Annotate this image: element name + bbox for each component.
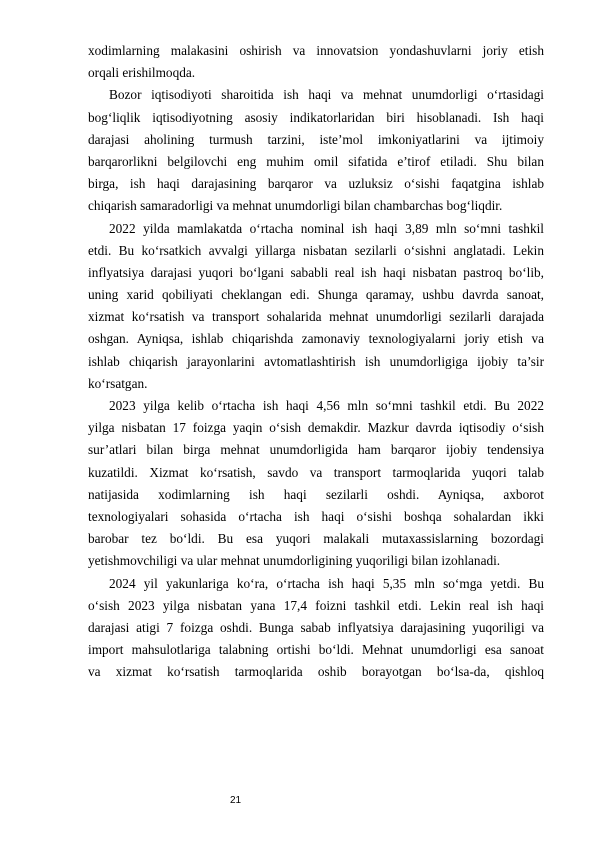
text-line: 2024 yil yakunlariga ko‘ra, o‘rtacha ish haqi 5,35 mln so‘mga yetdi. Bu bbox=[109, 575, 544, 591]
text-line: etdi. Bu ko‘rsatkich avvalgi yillarga nisbatan sezilarli o‘sishni anglatadi. Lekin bbox=[88, 242, 544, 258]
text-line: 2023 yilga kelib o‘rtacha ish haqi 4,56 mln so‘mni tashkil etdi. Bu 2022 bbox=[109, 398, 544, 413]
text-line: barqarorlikni belgilovchi eng muhim omil sifatida e’tirof etiladi. Shu bilan bbox=[88, 153, 544, 169]
text-line: va xizmat ko‘rsatish tarmoqlarida oshib borayotgan bo‘lsa-da, qishloq bbox=[88, 664, 544, 680]
body-text bbox=[88, 40, 544, 683]
page-number: 21 bbox=[230, 795, 242, 806]
text-line: oshgan. Ayniqsa, ishlab chiqarishda zamonaviy texnologiyalarni joriy etish va bbox=[88, 331, 544, 347]
text-line: bog‘liqlik iqtisodiyotning asosiy indikatorlaridan biri hisoblanadi. Ish haqi bbox=[88, 109, 544, 125]
text-line: inflyatsiya darajasi yuqori bo‘lgani sababli real ish haqi nisbatan pastroq bo‘lib, bbox=[88, 264, 544, 280]
text-line: birga, ish haqi darajasining barqaror va uzluksiz o‘sishi faqatgina ishlab bbox=[88, 176, 544, 192]
text-line: orqali erishilmoqda. bbox=[88, 65, 196, 81]
text-line: ko‘rsatgan. bbox=[88, 375, 148, 391]
text-line: 2022 yilda mamlakatda o‘rtacha nominal ish haqi 3,89 mln so‘mni tashkil bbox=[109, 220, 544, 236]
text-line: chiqarish samaradorligi va mehnat unumdorligi bilan chambarchas bog‘liqdir. bbox=[88, 198, 503, 214]
text-line: sur’atlari bilan birga mehnat unumdorligida ham barqaror ijobiy tendensiya bbox=[88, 442, 544, 458]
text-line: ishlab chiqarish jarayonlarini avtomatlashtirish ish unumdorligiga ijobiy ta’sir bbox=[88, 353, 544, 369]
text-line: barobar tez bo‘ldi. Bu esa yuqori malakali mutaxassislarning bozordagi bbox=[88, 531, 544, 547]
text-line: darajasi atigi 7 foizga oshdi. Bunga sabab inflyatsiya darajasining yuqoriligi va bbox=[88, 619, 544, 635]
text-line: import mahsulotlariga talabning ortishi bo‘ldi. Mehnat unumdorligi esa sanoat bbox=[88, 642, 544, 658]
text-line: darajasi aholining turmush tarzini, iste’mol imkoniyatlarini va ijtimoiy bbox=[88, 131, 544, 147]
text-line: yilga nisbatan 17 foizga yaqin o‘sish demakdir. Mazkur davrda iqtisodiy o‘sish bbox=[88, 420, 544, 436]
text-line: kuzatildi. Xizmat ko‘rsatish, savdo va transport tarmoqlarida yuqori talab bbox=[88, 464, 544, 480]
text-line: xizmat ko‘rsatish va transport sohalarida mehnat unumdorligi sezilarli darajada bbox=[88, 309, 544, 325]
text-line: Bozor iqtisodiyoti sharoitida ish haqi va mehnat unumdorligi o‘rtasidagi bbox=[109, 87, 544, 103]
text-line: xodimlarning malakasini oshirish va innovatsion yondashuvlarni joriy etish bbox=[88, 43, 544, 58]
text-line: yetishmovchiligi va ular mehnat unumdorligining yuqoriligi bilan izohlanadi. bbox=[88, 553, 501, 569]
text-line: o‘sish 2023 yilga nisbatan yana 17,4 foizni tashkil etdi. Lekin real ish haqi bbox=[88, 597, 544, 613]
text-line: texnologiyalari sohasida o‘rtacha ish haqi o‘sishi boshqa sohalardan ikki bbox=[88, 508, 544, 524]
text-line: natijasida xodimlarning ish haqi sezilarli oshdi. Ayniqsa, axborot bbox=[88, 486, 544, 502]
text-line: uning xarid qobiliyati cheklangan edi. Shunga qaramay, ushbu davrda sanoat, bbox=[88, 287, 544, 303]
